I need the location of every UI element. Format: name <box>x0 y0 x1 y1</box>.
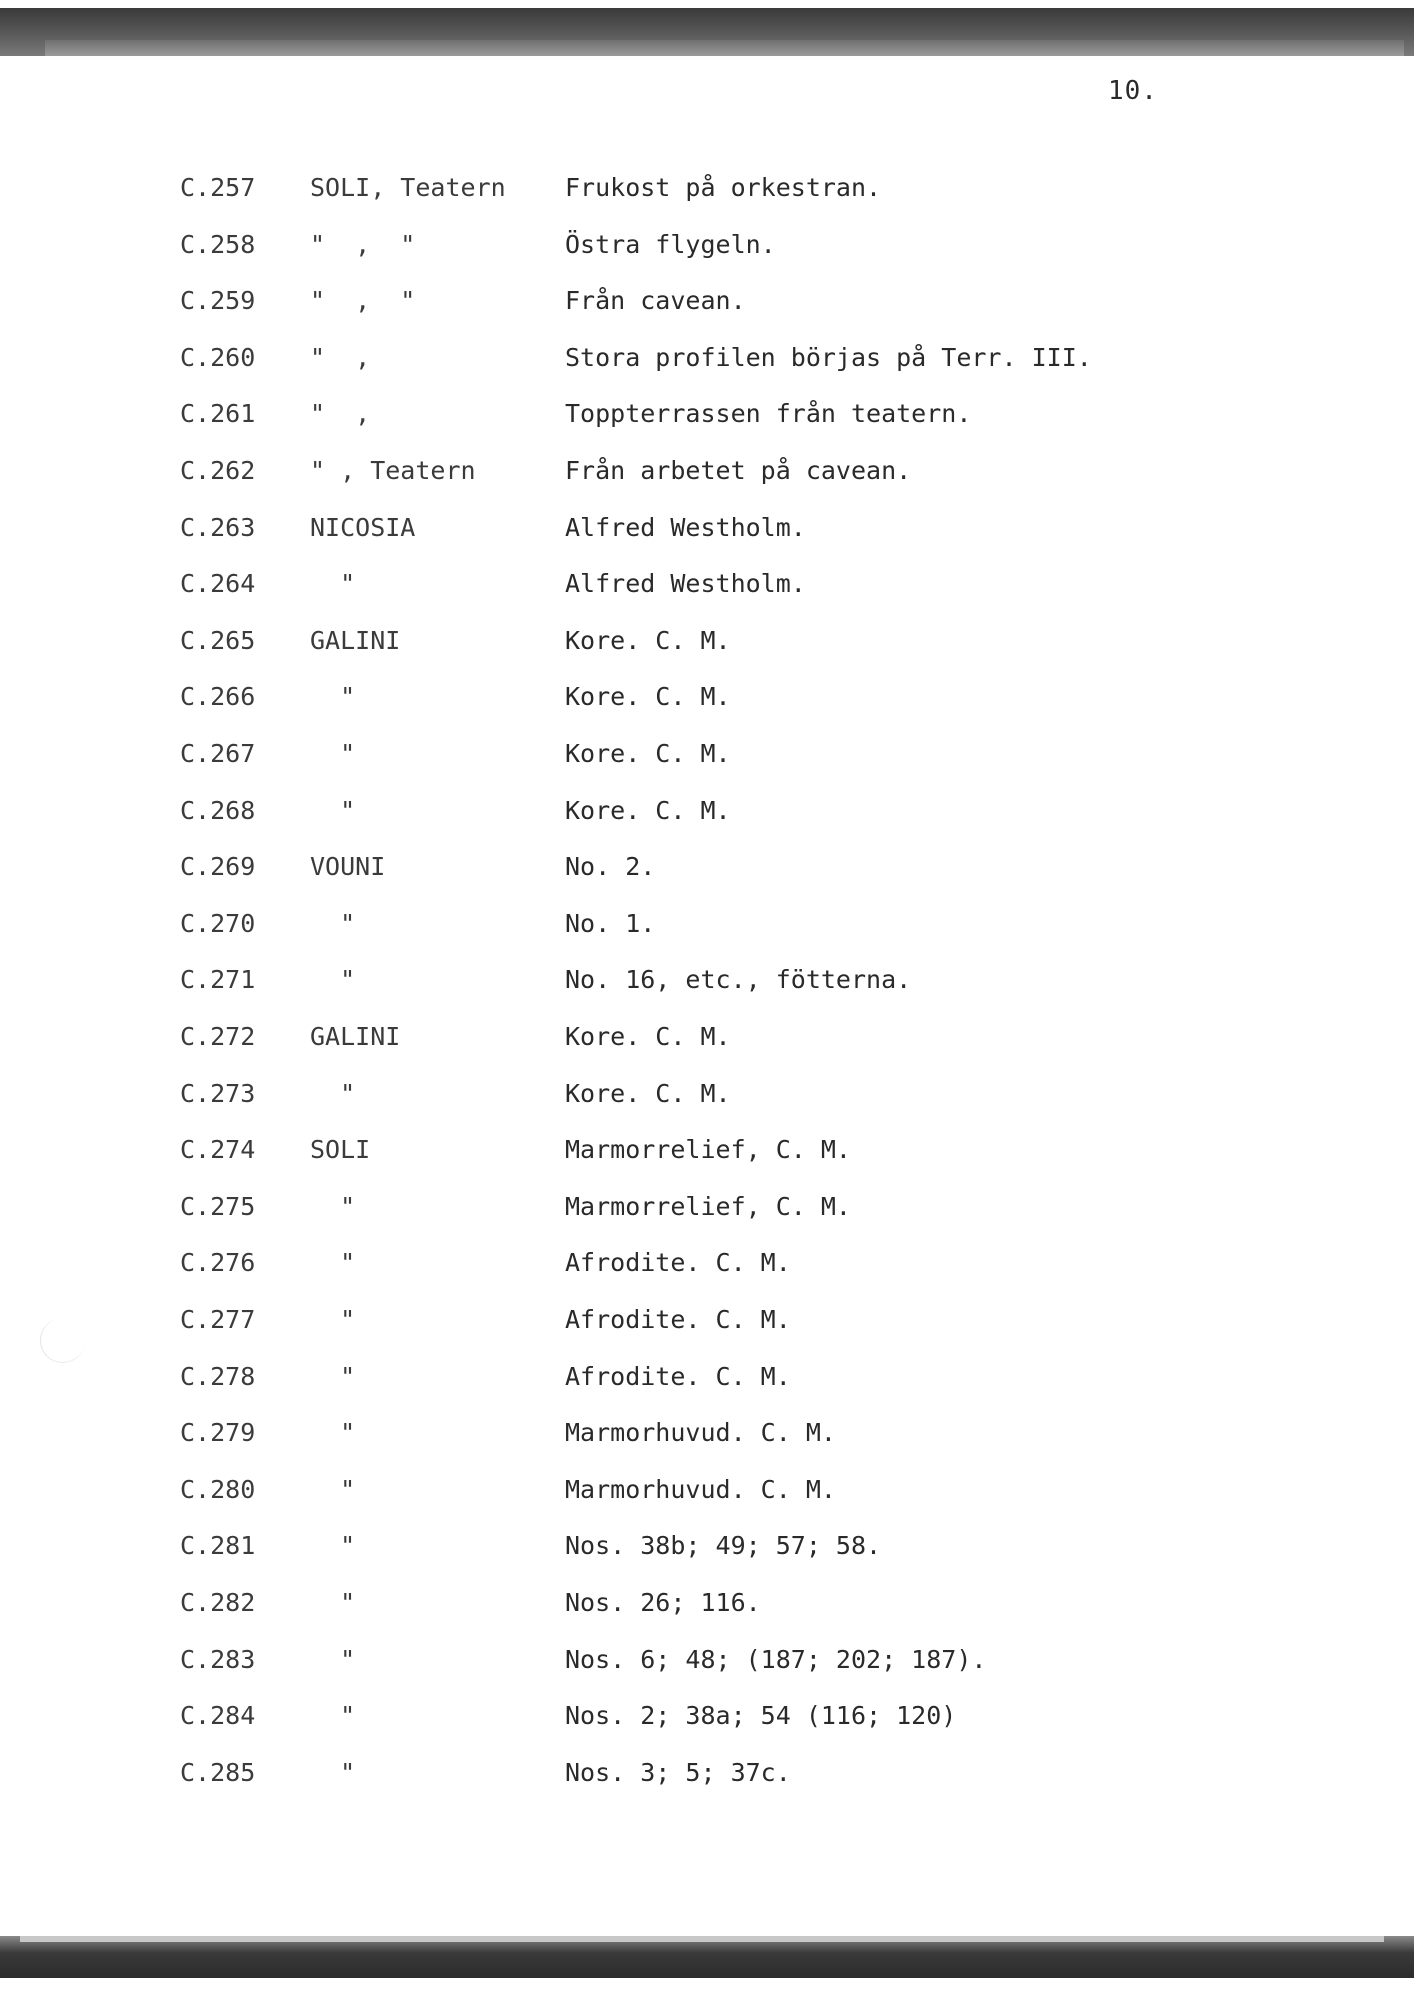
entry-description: Nos. 2; 38a; 54 (116; 120) <box>565 1701 957 1731</box>
entry-description: Alfred Westholm. <box>565 569 806 599</box>
catalogue-row <box>0 904 1414 944</box>
entry-site: " <box>310 965 356 995</box>
entry-code: C.275 <box>180 1191 256 1221</box>
entry-site: " <box>310 1757 356 1787</box>
entry-code: C.270 <box>180 908 256 938</box>
entry-description: Nos. 3; 5; 37c. <box>565 1757 791 1787</box>
entry-description: Marmorrelief, C. M. <box>565 1191 851 1221</box>
entry-code: C.264 <box>180 569 256 599</box>
entry-site: " , <box>310 399 371 429</box>
catalogue-row <box>0 1130 1414 1170</box>
entry-code: C.277 <box>180 1305 256 1334</box>
entry-description: Afrodite. C. M. <box>565 1361 791 1391</box>
entry-code: C.260 <box>180 342 256 372</box>
catalogue-row <box>0 1526 1414 1566</box>
entry-site: " <box>310 1361 356 1391</box>
entry-code: C.279 <box>180 1418 256 1448</box>
entry-description: Från arbetet på cavean. <box>565 456 912 485</box>
catalogue-row <box>0 1413 1414 1453</box>
page-number: 10. <box>1108 76 1158 106</box>
catalogue-row <box>0 847 1414 887</box>
entry-code: C.284 <box>180 1701 256 1731</box>
entry-code: C.261 <box>180 399 256 429</box>
entry-site: " <box>310 1248 356 1278</box>
entry-description: No. 2. <box>565 852 656 882</box>
entry-description: Kore. C. M. <box>565 1022 731 1051</box>
entry-code: C.283 <box>180 1644 256 1674</box>
entry-description: Nos. 38b; 49; 57; 58. <box>565 1531 882 1561</box>
entry-site: " <box>310 1191 356 1221</box>
catalogue-row <box>0 1074 1414 1114</box>
entry-code: C.258 <box>180 229 256 259</box>
catalogue-row <box>0 451 1414 491</box>
entry-site: " <box>310 1474 356 1504</box>
catalogue-row <box>0 734 1414 774</box>
catalogue-row <box>0 1470 1414 1510</box>
entry-code: C.281 <box>180 1531 256 1561</box>
entry-description: Nos. 26; 116. <box>565 1588 761 1617</box>
entry-description: Frukost på orkestran. <box>565 173 882 202</box>
entry-site: " <box>310 1701 356 1731</box>
entry-site: " , <box>310 342 371 372</box>
entry-site: GALINI <box>310 1022 401 1051</box>
entry-code: C.267 <box>180 739 256 768</box>
entry-description: No. 1. <box>565 908 656 938</box>
entry-code: C.272 <box>180 1022 256 1051</box>
entry-code: C.274 <box>180 1135 256 1165</box>
entry-code: C.265 <box>180 625 256 655</box>
entry-description: Marmorhuvud. C. M. <box>565 1418 836 1448</box>
entry-description: Toppterrassen från teatern. <box>565 399 972 429</box>
entry-description: Alfred Westholm. <box>565 512 806 542</box>
entry-code: C.278 <box>180 1361 256 1391</box>
entry-site: " <box>310 1531 356 1561</box>
entry-code: C.268 <box>180 795 256 825</box>
entry-code: C.273 <box>180 1078 256 1108</box>
entry-code: C.257 <box>180 173 256 202</box>
entry-code: C.271 <box>180 965 256 995</box>
entry-description: Östra flygeln. <box>565 229 776 259</box>
entry-site: VOUNI <box>310 852 386 882</box>
catalogue-row <box>0 1583 1414 1623</box>
entry-site: " <box>310 569 356 599</box>
entry-site: " , Teatern <box>310 456 476 485</box>
catalogue-row <box>0 1187 1414 1227</box>
entry-code: C.276 <box>180 1248 256 1278</box>
catalogue-row <box>0 1300 1414 1340</box>
catalogue-row <box>0 1640 1414 1680</box>
entry-code: C.269 <box>180 852 256 882</box>
entry-site: " <box>310 739 356 768</box>
catalogue-row <box>0 1753 1414 1793</box>
entry-description: Afrodite. C. M. <box>565 1248 791 1278</box>
entry-description: Från cavean. <box>565 286 746 316</box>
entry-site: " <box>310 1418 356 1448</box>
catalogue-row <box>0 338 1414 378</box>
scan-top-border <box>0 8 1414 56</box>
entry-description: Marmorhuvud. C. M. <box>565 1474 836 1504</box>
entry-site: SOLI, Teatern <box>310 173 506 202</box>
catalogue-row <box>0 1017 1414 1057</box>
entry-code: C.259 <box>180 286 256 316</box>
entry-code: C.262 <box>180 456 256 485</box>
catalogue-row <box>0 791 1414 831</box>
entry-description: Kore. C. M. <box>565 625 731 655</box>
scan-top-margin <box>0 0 1414 8</box>
catalogue-row <box>0 281 1414 321</box>
catalogue-row <box>0 394 1414 434</box>
catalogue-row <box>0 508 1414 548</box>
entry-site: " <box>310 795 356 825</box>
catalogue-row <box>0 1357 1414 1397</box>
entry-site: " <box>310 1305 356 1334</box>
entry-description: Stora profilen börjas på Terr. III. <box>565 342 1092 372</box>
entry-code: C.285 <box>180 1757 256 1787</box>
entry-description: Kore. C. M. <box>565 682 731 712</box>
entry-site: NICOSIA <box>310 512 416 542</box>
entry-code: C.266 <box>180 682 256 712</box>
entry-site: " , " <box>310 229 416 259</box>
entry-description: Kore. C. M. <box>565 1078 731 1108</box>
entry-site: " <box>310 1078 356 1108</box>
entry-description: Afrodite. C. M. <box>565 1305 791 1334</box>
catalogue-row <box>0 564 1414 604</box>
entry-description: Nos. 6; 48; (187; 202; 187). <box>565 1644 987 1674</box>
entry-code: C.282 <box>180 1588 256 1617</box>
catalogue-row <box>0 1696 1414 1736</box>
entry-description: Marmorrelief, C. M. <box>565 1135 851 1165</box>
entry-code: C.263 <box>180 512 256 542</box>
entry-description: Kore. C. M. <box>565 795 731 825</box>
catalogue-row <box>0 225 1414 265</box>
catalogue-row <box>0 960 1414 1000</box>
entry-description: No. 16, etc., fötterna. <box>565 965 912 995</box>
entry-site: GALINI <box>310 625 401 655</box>
entry-code: C.280 <box>180 1474 256 1504</box>
catalogue-row <box>0 168 1414 208</box>
entry-description: Kore. C. M. <box>565 739 731 768</box>
catalogue-row <box>0 621 1414 661</box>
scan-bottom-border <box>0 1936 1414 1978</box>
catalogue-row <box>0 1243 1414 1283</box>
entry-site: " <box>310 908 356 938</box>
entry-site: " <box>310 1644 356 1674</box>
entry-site: " , " <box>310 286 416 316</box>
entry-site: SOLI <box>310 1135 371 1165</box>
entry-site: " <box>310 1588 356 1617</box>
catalogue-row <box>0 677 1414 717</box>
entry-site: " <box>310 682 356 712</box>
